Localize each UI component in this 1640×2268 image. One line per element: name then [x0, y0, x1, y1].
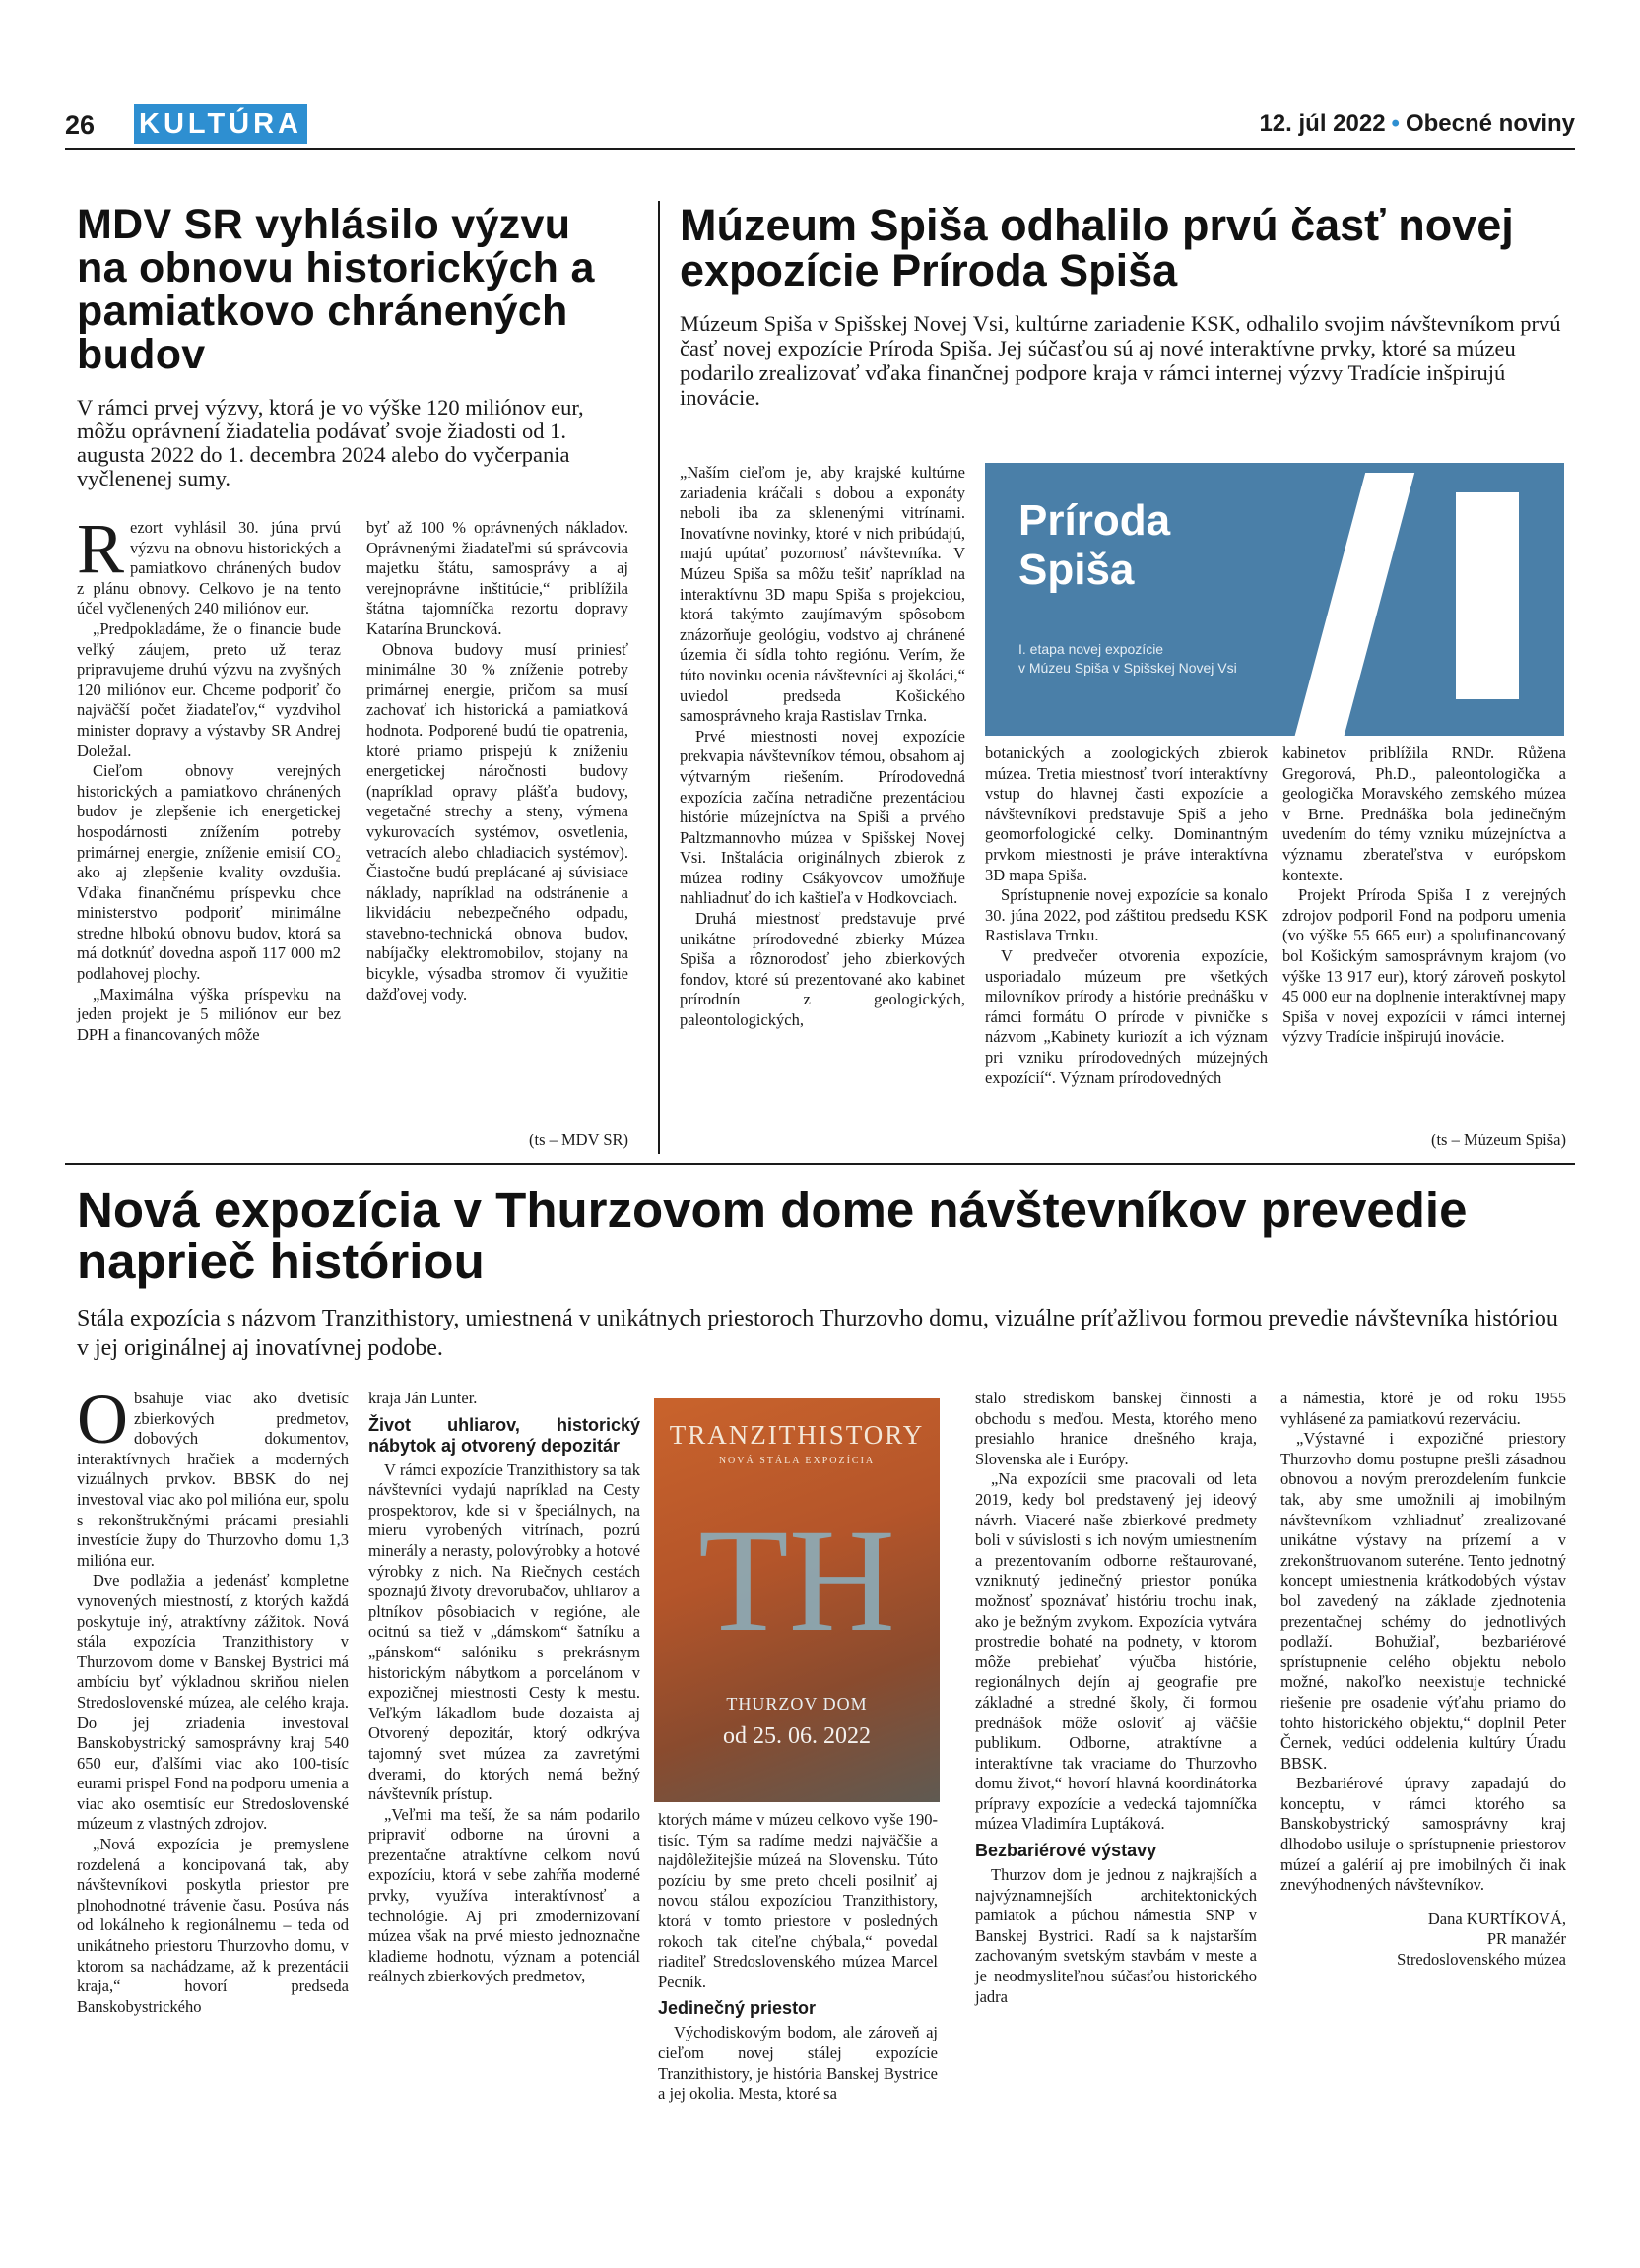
article3-col4-para: „Na expozícii sme pracovali od leta 2019, kedy bol predstavený jej ideový návrh. Viaceré naše zbierkové predmety boli v súvislosti s ich novým umiestnením a prezentovaním odborne reštaurované, vzniknutý jedinečný priestor ponúka možnosť spoznávať históriu trochu inak, ako je bežným zvykom. Expozícia vytvára prostredie bohaté na podnety, v ktorom môže prebiehať výučba histórie, regionálnych dejín aj geografie pre základné a stredné školy, či formou prednášok môže osloviť aj väčšie publikum. Odborne, atraktívne a interaktívne tak vraciame do Thurzovho domu život,“ hovorí hlavná koordinátorka prípravy expozície a vedecká tajomníčka múzea Vladimíra Luptáková.	[975, 1469, 1257, 1834]
article3-col3b-para: Východiskovým bodom, ale zároveň aj cieľom novej stálej expozície Tranzithistory, je história Banskej Bystrice a jej okolia. Mesta, ktoré sa	[658, 2023, 938, 2104]
article1-col2-para: Obnova budovy musí priniesť minimálne 30 % zníženie potreby primárnej energie, pričom sa musí zachovať ich historická a pamiatková hodnota. Podporené budú tie opatrenia, ktoré priamo prispejú k zníženiu energetickej náročnosti budovy (napríklad opravy plášťa budovy, vegetačné strechy a steny, výmena vykurovacích systémov, osvetlenia, vetracích alebo chladiacich systémov). Čiastočne budú preplácané aj súvisiace náklady, napríklad na odstránenie a likvidáciu nebezpečného odpadu, stavebno-technická obnova budov, nabíjačky elektromobilov, stojany na bicykle, výsadba stromov či využitie dažďovej vody.	[366, 639, 628, 1004]
header-rule	[65, 148, 1575, 150]
article3-column-3	[658, 1810, 938, 2105]
article1-title: MDV SR vyhlásilo výzvu na obnovu historických a pamiatkovo chránených budov	[77, 201, 595, 378]
article2-col2-para: botanických a zoologických zbierok múzea. Tretia miestnosť tvorí interaktívny vstup do hlavnej časti expozície a návštevníkovi predstavuje Spiš a jeho geomorfologické celky. Dominantným prvkom miestnosti je práve interaktívna 3D mapa Spiša.	[985, 744, 1268, 884]
article2-col1-para: Druhá miestnosť predstavuje prvé unikátne prírodovedné zbierky Múzea Spiša a rôznorodosť jeho zbierkových fondov, ktoré sú prezentované ako kabinet prírodnín z geologických, paleontologických,	[680, 909, 965, 1030]
image-caption-line-2: v Múzeu Spiša v Spišskej Novej Vsi	[1018, 660, 1237, 676]
article3-col4-para: stalo strediskom banskej činnosti a obchodu s meďou. Mesta, ktorého meno presiahlo hranice dnešného kraja, Slovenska ale i Európy.	[975, 1389, 1257, 1468]
poster-venue: THURZOV DOM	[726, 1694, 868, 1714]
publication-name: Obecné noviny	[1405, 110, 1575, 137]
numeral-bar-graphic	[1456, 492, 1519, 699]
article1-col2-para: byť až 100 % oprávnených nákladov. Oprávnenými žiadateľmi sú správcovia majetku štátu, samosprávy a aj verejnoprávne inštitúcie,“ priblížila štátna tajomníčka rezortu dopravy Katarína Bruncková.	[366, 518, 628, 638]
article3-column-1	[77, 1380, 349, 2017]
article2-col3-para: Projekt Príroda Spiša I z verejných zdrojov podporil Fond na podporu umenia (vo výške 55 665 eur) a spolufinancovaný bol Košickým samosprávnym krajom (vo výške 13 917 eur), ktorý zároveň poskytol 45 000 eur na doplnenie interaktívnej mapy Spiša v novej expozícii v rámci internej výzvy Tradície inšpirujú inovácie.	[1282, 885, 1566, 1047]
dropcap: O	[77, 1380, 128, 1458]
article3-column-5	[1280, 1389, 1566, 1971]
article1-col1-para-1: Rezort vyhlásil 30. júna prvú výzvu na obnovu historických a pamiatkovo chránených budov z plánu obnovy. Celkovo je na tento účel vyčlenených 240 miliónov eur.	[77, 509, 341, 618]
article2-col2-para: V predvečer otvorenia expozície, usporiadalo múzeum pre všetkých milovníkov prírody a histórie prednášku v rámci formátu O prírode v pivničke s názvom „Kabinety kuriozít a ich význam pri vzniku prírodovedných múzejných expozícií“. Význam prírodovedných	[985, 945, 1268, 1087]
article2-signature-wrap	[1282, 1131, 1566, 1151]
slash-graphic	[1294, 473, 1414, 736]
article2-column-3	[1282, 744, 1566, 1048]
image-title-line-1: Príroda	[1018, 496, 1171, 545]
article3-col1-para: „Nová expozícia je premyslene rozdelená a koncipovaná tak, aby návštevníkovi poskytla priestor pre plnohodnotné trávenie času. Posúva nás od lokálneho k regionálnemu – teda od unikátneho priestoru Thurzovho domu, v ktorom sa nachádzame, až k prezentácii kraja,“ hovorí predseda Banskobystrického	[77, 1835, 349, 2016]
image-caption-line-1: I. etapa novej expozície	[1018, 641, 1164, 657]
column-divider	[658, 201, 660, 1154]
article1-signature-wrap	[366, 1131, 628, 1151]
section-rule	[65, 1163, 1575, 1165]
article3-col3-para: ktorých máme v múzeu celkovo vyše 190-tisíc. Tým sa radíme medzi najväčšie a najdôležitejšie múzeá na Slovensku. Túto pozíciu by sme preto chceli posilniť aj novou stálou expozíciou Tranzithistory, ktorá v tomto priestore v posledných rokoch tak citeľne chýbala,“ povedal riaditeľ Stredoslovenského múzea Marcel Pecník.	[658, 1810, 938, 1991]
signature-org: Stredoslovenského múzea	[1397, 1950, 1566, 1970]
article2-col1-para: Prvé miestnosti novej expozície prekvapia návštevníkov témou, obsahom aj výtvarným riešením. Prírodovedná expozícia začína netradične prezentáciou histórie múzejníctva na Spiši a prvého Paltzmannovho múzea v Spišskej Novej Vsi. Inštalácia originálnych zbierok z múzea rodiny Csákyovcov umožňuje nahliadnuť do ich kaštieľa v Hodkovciach.	[680, 726, 965, 908]
article3-col5-para: „Výstavné i expozičné priestory Thurzovho domu postupne prešli zásadnou obnovou a novým prerozdelením funkcie tak, aby sme umožnili aj imobilným návštevníkom vzhliadnuť zrealizované unikátne výstavy na prízemí a v zrekonštruovanom suteréne. Tento jednotný koncept umiestnenia krátkodobých výstav bol zavedený na základe zjednotenia prezentačnej schémy do jednotlivých podlaží. Bohužiaľ, bezbariérové sprístupnenie celého objektu nebolo možné, nakoľko neexistuje technické riešenie pre osadenie výťahu priamo do tohto historického objektu,“ doplnil Peter Černek, vedúci oddelenia kultúry Úradu BBSK.	[1280, 1429, 1566, 1773]
subheading-jedinecny-priestor: Jedinečný priestor	[658, 1998, 817, 2019]
page-number: 26	[65, 110, 96, 140]
priroda-spisa-image	[985, 463, 1564, 736]
image-title-line-2: Spiša	[1018, 546, 1135, 594]
tranzithistory-poster	[654, 1398, 940, 1802]
article3-title: Nová expozícia v Thurzovom dome návštevníkov prevedie naprieč históriou	[77, 1182, 1468, 1289]
article3-col2-para: V rámci expozície Tranzithistory sa tak návštevníci vydajú napríklad na Cesty prospektorov, kde si v špeciálnych, na mieru vyrobených vitrínach, pozrú minerály a nerasty, polovýrobky a hotové výrobky z nich. Na Riečnych cestách spoznajú životy drevorubačov, uhliarov a pltníkov pôsobiacich v regióne, ale ocitnú sa tiež v „dámskom“ šatníku a „pánskom“ salóniku s prekrásnym historickým nábytkom a porcelánom v expozičnej miestnosti Cesty k mestu. Veľkým lákadlom bude dozaista aj Otvorený depozitár, ktorý odkrýva tajomný svet múzea za zavretými dverami, do ktorých nemá bežný návštevník prístup.	[368, 1459, 640, 1804]
poster-title: TRANZITHISTORY	[669, 1420, 925, 1450]
image-title	[1018, 496, 1170, 595]
poster-monogram: TH	[698, 1499, 895, 1662]
article2-title: Múzeum Spiša odhalilo prvú časť novej expozície Príroda Spiša	[680, 200, 1514, 295]
article2-col1-para: „Naším cieľom je, aby krajské kultúrne zariadenia kráčali s dobou a exponáty neboli iba za sklenenými vitrínami. Inovatívne novinky, ktoré v nich pribúdajú, majú upútať pozornosť návštevníka. V Múzeu Spiša sa môžu tešiť napríklad na interaktívnu 3D mapu Spiša s projekciou, ktorá takýmto zaujímavým spôsobom znázorňuje geológiu, vodstvo aj chránené územia či sídla tohto regiónu. Verím, že túto novinku ocenia návštevníci aj školáci,“ uviedol predseda Košického samosprávneho kraja Rastislav Trnka.	[680, 463, 965, 726]
issue-date: 12. júl 2022	[1259, 110, 1386, 137]
article1-lead: V rámci prvej výzvy, ktorá je vo výške 120 miliónov eur, môžu oprávnení žiadatelia podávať svoje žiadosti od 1. augusta 2022 do 1. decembra 2024 alebo do vyčerpania vyčlenenej sumy.	[77, 395, 584, 490]
article2-column-1	[680, 463, 965, 1031]
dropcap: R	[77, 509, 125, 588]
article2-column-2	[985, 744, 1268, 1088]
article2-lead: Múzeum Spiša v Spišskej Novej Vsi, kultúrne zariadenie KSK, odhalilo svojim návštevníkom prvú časť novej expozície Príroda Spiša. Jej súčasťou sú aj nové interaktívne prvky, ktoré sa múzeu podarilo zrealizovať vďaka finančnej podpore kraja v rámci internej výzvy Tradície inšpirujú inovácie.	[680, 311, 1561, 410]
article3-column-4	[975, 1389, 1257, 2007]
article2-signature: (ts – Múzeum Spiša)	[1430, 1131, 1566, 1149]
subheading-zivot-uhliarov: Život uhliarov, historický nábytok aj otvorený depozitár	[368, 1414, 640, 1456]
subheading-bezbarierove-vystavy: Bezbariérové výstavy	[975, 1841, 1157, 1861]
signature-role: PR manažér	[1486, 1929, 1566, 1949]
article3-col2-top: kraja Ján Lunter.	[368, 1389, 478, 1407]
article3-col5-para: a námestia, ktoré je od roku 1955 vyhlásené za pamiatkovú rezerváciu.	[1280, 1389, 1566, 1428]
article3-col1-para-1: Obsahuje viac ako dvetisíc zbierkových predmetov, dobových dokumentov, interaktívnych hračiek a moderných vizuálnych prvkov. BBSK do nej investoval viac ako pol milióna eur, spolu s rekonštrukčnými prácami presiahli investície župy do Thurzovho domu 1,3 milióna eur.	[77, 1380, 349, 1570]
article3-col5-para: Bezbariérové úpravy zapadajú do konceptu, v rámci ktorého sa Banskobystrický samosprávny kraj dlhodobo usiluje o sprístupnenie priestorov múzeí a galérií aj pre imobilných či inak znevýhodnených návštevníkov.	[1280, 1774, 1566, 1895]
article1-col1-para: Cieľom obnovy verejných historických a pamiatkovo chránených budov je zlepšenie ich energetickej hospodárnosti znížením potreby primárnej energie, zníženie emisií CO₂ ako aj zlepšenie kvality ovzdušia. Vďaka finančnému príspevku chce ministerstvo podporiť minimálne stredne hlbokú obnovu budov, ktorá sa má dotknúť dovedna aspoň 117 000 m2 podlahovej plochy.	[77, 761, 341, 984]
article3-col2-para: „Veľmi ma teší, že sa nám podarilo pripraviť odborne na úrovni a prezentačne atraktívne celkom novú expozíciu, ktorá v sebe zahŕňa moderné prvky, využíva interaktívnosť a technológie. Aj pri zmodernizovaní múzea však na prvé miesto jednoznačne kladieme hodnotu, význam a potenciál reálnych zbierkových predmetov,	[368, 1804, 640, 1986]
poster-subtitle: NOVÁ STÁLA EXPOZÍCIA	[718, 1456, 876, 1466]
article1-col1-para: „Predpokladáme, že o financie bude veľký záujem, preto už teraz pripravujeme druhú výzvu na zvyšných 120 miliónov eur. Chceme podporiť čo najväčší počet žiadateľov,“ vyzdvihol minister dopravy a výstavby SR Andrej Doležal.	[77, 618, 341, 760]
article1-signature: (ts – MDV SR)	[528, 1131, 628, 1149]
signature-name: Dana KURTÍKOVÁ,	[1427, 1909, 1566, 1928]
article3-column-2	[368, 1389, 640, 1987]
article1-column-2	[366, 518, 628, 1004]
article3-col4b-para: Thurzov dom je jednou z najkrajších a najvýznamnejších architektonických pamiatok a púchou námestia SNP v Banskej Bystrici. Radí sa k najstarším zachovaným svetským stavbám v meste a je neodmysliteľnou súčasťou historického jadra	[975, 1865, 1257, 2006]
article3-lead: Stála expozícia s názvom Tranzithistory, umiestnená v unikátnych priestoroch Thurzovho domu, vizuálne príťažlivou formou prevedie návštevníka históriou v jej originálnej aj inovatívnej podobe.	[77, 1306, 1558, 1361]
poster-date: od 25. 06. 2022	[723, 1723, 871, 1749]
article3-col1-para: Dve podlažia a jedenásť kompletne vynovených miestností, z ktorých každá poskytuje iný, atraktívny zážitok. Nová stála expozícia Tranzithistory v Thurzovom dome v Banskej Bystrici má ambíciu byť výkladnou skriňou nielen Stredoslovenské múzea, ale celého kraja. Do jej zriadenia investoval Banskobystrický samosprávny kraj 540 650 eur, ďalšími viac ako 100-tisíc eurami prispel Fond na podporu umenia a viac ako osemtisíc eur Stredoslovenské múzeum z vlastných zdrojov.	[77, 1571, 349, 1834]
article2-col2-para: Sprístupnenie novej expozície sa konalo 30. júna 2022, pod záštitou predsedu KSK Rastislava Trnku.	[985, 885, 1268, 945]
article1-col1-para: „Maximálna výška príspevku na jeden projekt je 5 miliónov eur bez DPH a financovaných môže	[77, 984, 341, 1044]
section-tag: KULTÚRA	[134, 104, 307, 144]
article2-col3-para: kabinetov priblížila RNDr. Růžena Gregorová, Ph.D., paleontologička a geologička Moravského zemského múzea v Brne. Prednáška bola jedinečným uvedením do témy vzniku múzejníctva a významu zberateľstva v európskom kontexte.	[1282, 744, 1566, 884]
issue-info	[1259, 110, 1575, 138]
article1-column-1	[77, 509, 341, 1045]
separator-dot: •	[1391, 110, 1400, 137]
image-caption	[1018, 640, 1237, 678]
